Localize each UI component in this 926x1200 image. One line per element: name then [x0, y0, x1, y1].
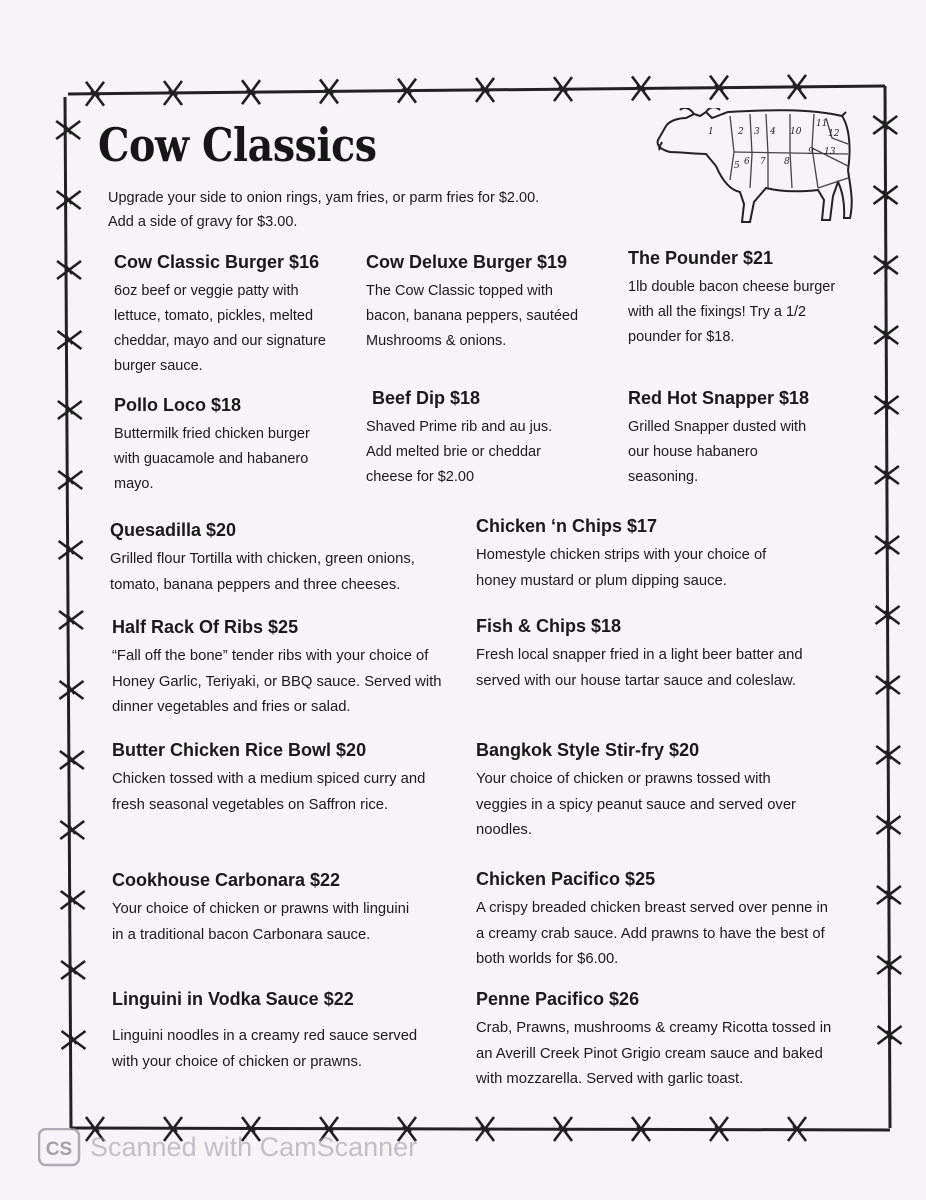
item-name: Cow Deluxe Burger $19	[366, 252, 568, 272]
desc-line: cheese for $2.00	[366, 469, 475, 485]
menu-item-pollo-loco	[114, 395, 310, 497]
item-name: Quesadilla $20	[110, 520, 237, 540]
desc-line: mayo.	[114, 476, 154, 492]
item-name: Chicken Pacifico $25	[476, 869, 656, 889]
barb-knot	[59, 541, 83, 559]
item-description	[628, 275, 835, 350]
item-name: Cow Classic Burger $16	[114, 252, 320, 272]
desc-line: served with our house tartar sauce and coleslaw.	[476, 672, 796, 689]
barb-knot	[58, 401, 82, 419]
item-description	[112, 897, 409, 948]
cow-number: 2	[738, 127, 744, 137]
desc-line: The Cow Classic topped with	[366, 283, 553, 299]
barb-knot	[57, 331, 81, 349]
item-description	[476, 767, 796, 844]
menu-item-fish-and-chips	[476, 616, 803, 694]
desc-line: dinner vegetables and fries or salad.	[112, 699, 351, 715]
menu-item-chicken-n-chips	[476, 516, 766, 594]
desc-line: Linguini noodles in a creamy red sauce served	[112, 1028, 418, 1044]
desc-line: honey mustard or plum dipping sauce.	[476, 572, 727, 589]
desc-line: Buttermilk fried chicken burger	[114, 426, 310, 442]
cow-number: 12	[828, 129, 840, 139]
menu-item-cookhouse-carbonara	[112, 870, 409, 948]
cow-number: 13	[824, 147, 836, 157]
item-name: Linguini in Vodka Sauce $22	[112, 989, 354, 1009]
desc-line: a creamy crab sauce. Add prawns to have the best of	[476, 925, 825, 942]
cow-butcher-chart-icon	[650, 108, 855, 228]
item-name: Bangkok Style Stir-fry $20	[476, 740, 700, 760]
desc-line: lettuce, tomato, pickles, melted	[114, 308, 314, 324]
barb-knot	[60, 821, 84, 839]
desc-line: in a traditional bacon Carbonara sauce.	[112, 926, 371, 943]
barb-knot	[61, 1031, 85, 1049]
menu-item-penne-pacifico	[476, 989, 831, 1093]
item-name: Pollo Loco $18	[114, 395, 242, 415]
item-name: Butter Chicken Rice Bowl $20	[112, 740, 367, 760]
desc-line: seasoning.	[628, 469, 699, 485]
item-name: Half Rack Of Ribs $25	[112, 617, 299, 637]
desc-line: our house habanero	[628, 444, 758, 460]
menu-item-cow-classic-burger	[114, 252, 326, 379]
barb-knot	[58, 471, 82, 489]
item-description	[112, 767, 425, 818]
menu-item-red-hot-snapper	[628, 388, 809, 490]
cow-number: 9	[808, 147, 814, 157]
barb-knot	[57, 191, 81, 209]
item-description	[366, 279, 578, 354]
desc-line: both worlds for $6.00.	[476, 951, 619, 967]
barb-knot	[59, 611, 83, 629]
desc-line: tomato, banana peppers and three cheeses.	[110, 576, 401, 593]
item-description	[628, 415, 809, 490]
camscanner-watermark: Scanned with CamScanner	[90, 1132, 418, 1162]
item-description	[110, 547, 415, 598]
barb-knot	[61, 961, 85, 979]
item-name: Penne Pacifico $26	[476, 989, 640, 1009]
cow-chart-numbers	[708, 119, 840, 171]
desc-line: an Averill Creek Pinot Grigio cream sauce and baked	[476, 1045, 823, 1062]
desc-line: Shaved Prime rib and au jus.	[366, 419, 553, 435]
item-description	[476, 896, 828, 973]
item-name: Beef Dip $18	[372, 388, 481, 408]
desc-line: cheddar, mayo and our signature	[114, 333, 326, 349]
desc-line: pounder for $18.	[628, 329, 735, 345]
barb-knot	[59, 681, 83, 699]
barb-knot	[56, 121, 80, 139]
cow-number: 8	[784, 157, 790, 167]
desc-line: Your choice of chicken or prawns tossed with	[476, 771, 771, 787]
item-name: Chicken ‘n Chips $17	[476, 516, 658, 536]
desc-line: veggies in a spicy peanut sauce and served over	[476, 796, 796, 813]
item-description	[366, 415, 552, 490]
desc-line: with all the fixings! Try a 1/2	[628, 304, 807, 320]
intro-line-sides: Upgrade your side to onion rings, yam fries, or parm fries for $2.00.	[108, 190, 540, 206]
item-description	[476, 643, 803, 694]
item-description	[476, 543, 766, 594]
cow-number: 6	[744, 157, 750, 167]
cow-number: 10	[790, 127, 802, 137]
menu-item-chicken-pacifico	[476, 869, 828, 973]
barb-knot	[57, 261, 81, 279]
desc-line: Fresh local snapper fried in a light beer batter and	[476, 647, 803, 663]
desc-line: Grilled Snapper dusted with	[628, 419, 807, 435]
desc-line: “Fall off the bone” tender ribs with your choice of	[112, 648, 429, 664]
menu-item-the-pounder	[628, 248, 835, 350]
desc-line: bacon, banana peppers, sautéed	[366, 308, 579, 324]
desc-line: 1lb double bacon cheese burger	[628, 279, 836, 295]
cow-number: 5	[734, 161, 740, 171]
item-description	[476, 1016, 831, 1093]
desc-line: Crab, Prawns, mushrooms & creamy Ricotta tossed in	[476, 1020, 832, 1036]
desc-line: with mozzarella. Served with garlic toast.	[476, 1071, 744, 1087]
item-description	[114, 279, 326, 379]
camscanner-logo	[38, 1128, 82, 1168]
menu-item-cow-deluxe-burger	[366, 252, 578, 354]
item-description	[112, 644, 442, 721]
menu-item-quesadilla	[110, 520, 415, 598]
menu-item-bangkok-style-stir-fry	[476, 740, 796, 844]
camscanner-logo-text: CS	[45, 1139, 73, 1160]
barb-knot	[61, 891, 85, 909]
item-description	[114, 422, 310, 497]
menu-item-linguini-in-vodka-sauce	[112, 989, 417, 1075]
cow-number: 1	[708, 127, 714, 137]
menu-item-butter-chicken-rice-bowl	[112, 740, 425, 818]
desc-line: Chicken tossed with a medium spiced curry and	[112, 771, 426, 787]
menu-item-beef-dip	[366, 388, 552, 490]
desc-line: burger sauce.	[114, 358, 203, 374]
desc-line: A crispy breaded chicken breast served over penne in	[476, 900, 829, 916]
page-title: Cow Classics	[98, 118, 377, 172]
menu-item-half-rack-of-ribs	[112, 617, 442, 721]
cow-number: 11	[816, 119, 828, 129]
item-name: The Pounder $21	[628, 248, 774, 268]
item-name: Cookhouse Carbonara $22	[112, 870, 341, 890]
desc-line: Homestyle chicken strips with your choice of	[476, 547, 767, 563]
desc-line: Your choice of chicken or prawns with linguini	[112, 901, 410, 917]
desc-line: Grilled flour Tortilla with chicken, green onions,	[110, 551, 415, 567]
desc-line: Mushrooms & onions.	[366, 333, 507, 349]
desc-line: Add melted brie or cheddar	[366, 444, 541, 460]
desc-line: Honey Garlic, Teriyaki, or BBQ sauce. Served with	[112, 673, 442, 690]
intro-line-gravy: Add a side of gravy for $3.00.	[108, 214, 298, 230]
item-description	[112, 1024, 417, 1075]
barb-knot	[60, 751, 84, 769]
desc-line: 6oz beef or veggie patty with	[114, 283, 299, 299]
desc-line: noodles.	[476, 822, 532, 838]
cow-number: 7	[760, 157, 766, 167]
cow-number: 3	[754, 127, 760, 137]
cow-number: 4	[770, 127, 776, 137]
desc-line: with guacamole and habanero	[114, 451, 309, 467]
desc-line: fresh seasonal vegetables on Saffron rice.	[112, 796, 389, 813]
intro-note	[108, 186, 539, 234]
desc-line: with your choice of chicken or prawns.	[112, 1053, 363, 1070]
item-name: Red Hot Snapper $18	[628, 388, 810, 408]
item-name: Fish & Chips $18	[476, 616, 622, 636]
